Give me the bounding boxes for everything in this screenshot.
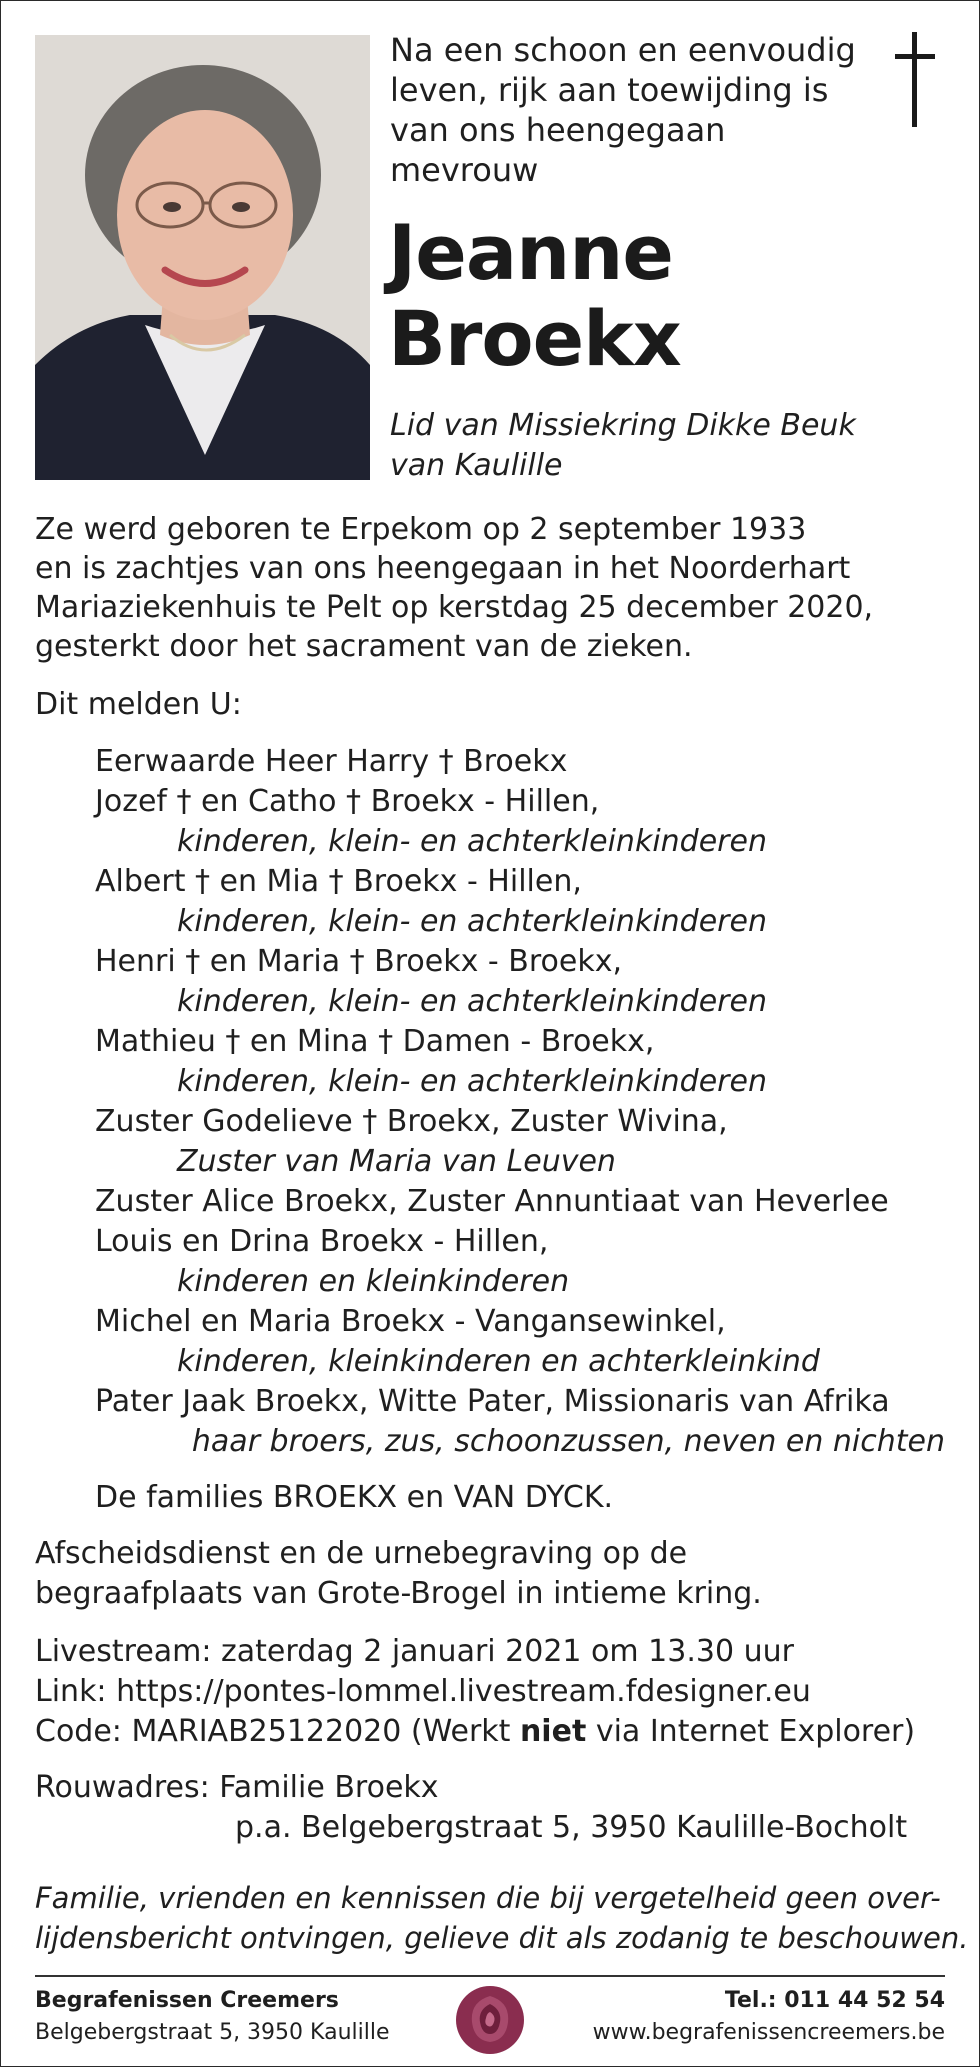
company-address: Belgebergstraat 5, 3950 Kaulille xyxy=(35,2020,390,2045)
intro-line: mevrouw xyxy=(390,151,539,189)
family-sub-line: haar broers, zus, schoonzussen, neven en nichten xyxy=(191,1424,945,1459)
membership-line: Lid van Missiekring Dikke Beuk xyxy=(390,408,856,443)
biography xyxy=(35,510,873,666)
livestream-link[interactable]: Link: https://pontes-lommel.livestream.fdesigner.eu xyxy=(35,1674,811,1709)
cross-icon xyxy=(895,32,935,127)
code-prefix: Code: MARIAB25122020 (Werkt xyxy=(35,1714,520,1749)
footer-company xyxy=(35,1985,390,2049)
intro-line: Na een schoon en eenvoudig xyxy=(390,31,856,69)
bio-line: Mariaziekenhuis te Pelt op kerstdag 25 december 2020, xyxy=(35,590,874,625)
family-sub-line: Zuster van Maria van Leuven xyxy=(177,1144,616,1179)
code-bold: niet xyxy=(519,1714,587,1749)
family-sub-line: kinderen, klein- en achterkleinkinderen xyxy=(177,824,767,859)
family-sub-line: kinderen, klein- en achterkleinkinderen xyxy=(177,984,767,1019)
family-member-line: Pater Jaak Broekx, Witte Pater, Missionaris van Afrika xyxy=(95,1384,890,1419)
closing-note xyxy=(35,1878,968,1958)
membership-text xyxy=(390,406,856,486)
family-sub-line: kinderen en kleinkinderen xyxy=(177,1264,570,1299)
first-name: Jeanne xyxy=(388,208,673,297)
membership-line: van Kaulille xyxy=(390,448,563,483)
address-line: p.a. Belgebergstraat 5, 3950 Kaulille-Bocholt xyxy=(235,1810,908,1845)
family-member-line: Eerwaarde Heer Harry † Broekx xyxy=(95,744,568,779)
portrait-photo xyxy=(35,35,370,480)
footer-divider xyxy=(35,1975,945,1977)
livestream-info xyxy=(35,1632,915,1752)
code-suffix: via Internet Explorer) xyxy=(586,1714,916,1749)
family-list xyxy=(95,742,945,1462)
intro-line: van ons heengegaan xyxy=(390,111,726,149)
deceased-name xyxy=(388,210,681,382)
closing-line: lijdensbericht ontvingen, gelieve dit als zodanig te beschouwen. xyxy=(35,1921,969,1955)
mourning-address xyxy=(35,1768,907,1848)
portrait-illustration xyxy=(35,35,370,480)
website-link[interactable]: www.begrafenissencreemers.be xyxy=(592,2020,945,2045)
announce-label: Dit melden U: xyxy=(35,687,242,722)
bio-line: gesterkt door het sacrament van de zieken. xyxy=(35,629,693,664)
livestream-line: Livestream: zaterdag 2 januari 2021 om 13.30 uur xyxy=(35,1634,794,1669)
families-line: De families BROEKX en VAN DYCK. xyxy=(95,1480,614,1515)
family-member-line: Albert † en Mia † Broekx - Hillen, xyxy=(95,864,582,899)
service-line: begraafplaats van Grote-Brogel in intieme kring. xyxy=(35,1576,762,1611)
family-member-line: Louis en Drina Broekx - Hillen, xyxy=(95,1224,549,1259)
rose-logo-icon xyxy=(452,1982,528,2058)
service-line: Afscheidsdienst en de urnebegraving op de xyxy=(35,1536,688,1571)
intro-text xyxy=(390,30,856,190)
family-member-line: Michel en Maria Broekx - Vangansewinkel, xyxy=(95,1304,726,1339)
last-name: Broekx xyxy=(388,294,681,383)
closing-line: Familie, vrienden en kennissen die bij vergetelheid geen over- xyxy=(35,1881,941,1915)
family-sub-line: kinderen, klein- en achterkleinkinderen xyxy=(177,1064,767,1099)
family-sub-line: kinderen, kleinkinderen en achterkleinkind xyxy=(177,1344,820,1379)
livestream-code xyxy=(35,1712,915,1752)
bio-line: en is zachtjes van ons heengegaan in het Noorderhart xyxy=(35,551,851,586)
footer-contact xyxy=(593,1985,945,2049)
family-sub-line: kinderen, klein- en achterkleinkinderen xyxy=(177,904,767,939)
company-name: Begrafenissen Creemers xyxy=(35,1988,339,2013)
bio-line: Ze werd geboren te Erpekom op 2 september 1933 xyxy=(35,512,807,547)
family-member-line: Jozef † en Catho † Broekx - Hillen, xyxy=(95,784,600,819)
family-member-line: Zuster Alice Broekx, Zuster Annuntiaat van Heverlee xyxy=(95,1184,889,1219)
intro-line: leven, rijk aan toewijding is xyxy=(390,71,829,109)
address-line: Rouwadres: Familie Broekx xyxy=(35,1770,439,1805)
family-member-line: Henri † en Maria † Broekx - Broekx, xyxy=(95,944,622,979)
family-member-line: Mathieu † en Mina † Damen - Broekx, xyxy=(95,1024,655,1059)
family-member-line: Zuster Godelieve † Broekx, Zuster Wivina, xyxy=(95,1104,728,1139)
phone-number[interactable]: Tel.: 011 44 52 54 xyxy=(724,1988,945,2013)
service-info xyxy=(35,1534,762,1614)
